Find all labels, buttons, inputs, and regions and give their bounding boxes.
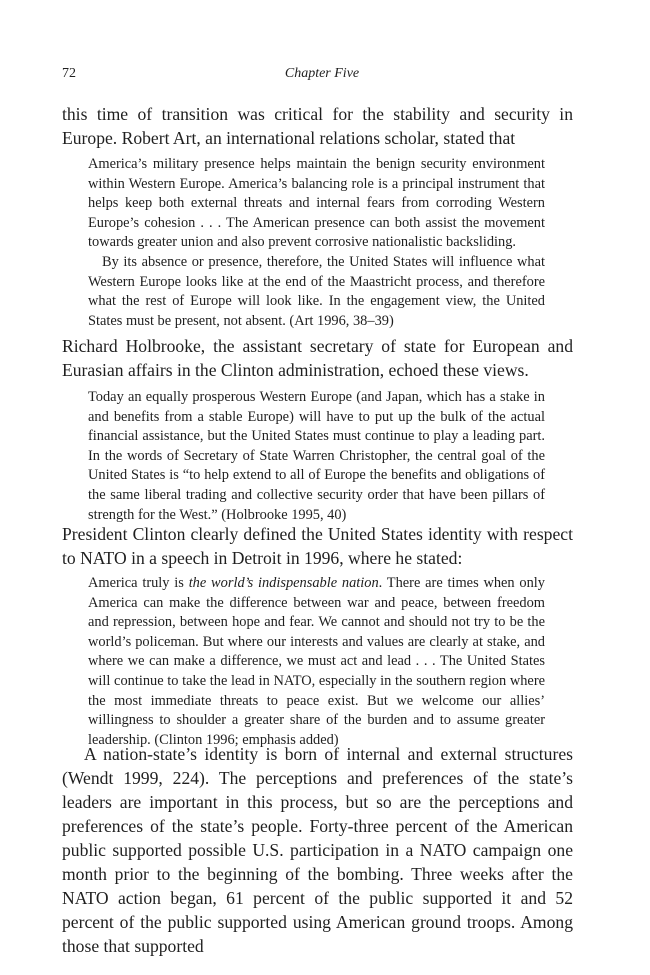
running-header <box>62 66 582 86</box>
quote-clinton-lead: America truly is <box>88 575 189 591</box>
paragraph-holbrooke: Richard Holbrooke, the assistant secretary of state for European and Eurasian affairs in the Clinton administration, echoed these views. <box>62 336 573 380</box>
chapter-title: Chapter Five <box>284 66 360 81</box>
paragraph-identity: A nation-state’s identity is born of internal and external structures (Wendt 1999, 224). The perceptions and preferences of the state’s leaders are important in this process, but so are the perceptions and preferences of the state’s people. Forty-three percent of the American public supported possible U.S. participation in a NATO campaign one month prior to the beginning of the bombing. Three weeks after the NATO action began, 61 percent of the public supported it and 52 percent of the public supported using American ground troops. Among those that supported <box>62 744 573 956</box>
quote-clinton-rest: . There are times when only America can make the difference between war and peace, between freedom and repression, between hope and fear. We cannot and should not try to be the world’s policeman. But where our interests and values are clearly at stake, and where we can make a difference, we must act and lead . . . The United States will continue to take the lead in NATO, especially in the southern region where the most immediate threats to peace exist. But we welcome our allies’ willingness to shoulder a greater share of the burden and to assume greater leadership. (Clinton 1996; emphasis added) <box>88 575 545 748</box>
block-quote-clinton <box>88 574 545 750</box>
page-number: 72 <box>62 66 76 81</box>
block-quote-art <box>88 155 545 331</box>
quote-clinton-text <box>88 574 545 750</box>
quote-clinton-emphasis: the world’s indispensable nation <box>188 575 379 591</box>
quote-art-part-1: America’s military presence helps maintain the benign security environment within Western Europe. America’s balancing role is a principal instrument that helps keep both external threats and internal fears from corroding Western Europe’s cohesion . . . The American presence can both assist the movement towards greater union and also prevent corrosive nationalistic backsliding. <box>88 156 545 251</box>
block-quote-holbrooke <box>88 388 545 525</box>
quote-art-part-2: By its absence or presence, therefore, the United States will influence what Western Europe looks like at the end of the Maastricht process, and therefore what the rest of Europe will look like. In the engagement view, the United States must be present, not absent. (Art 1996, 38–39) <box>88 253 545 329</box>
quote-holbrooke-text: Today an equally prosperous Western Europe (and Japan, which has a stake in and benefits from a stable Europe) will have to put up the bulk of the actual financial assistance, but the United States must continue to play a leading part. In the words of Secretary of State Warren Christopher, the central goal of the United States is “to help extend to all of Europe the benefits and obligations of the same liberal trading and collective security order that have been pillars of strength for the West.” (Holbrooke 1995, 40) <box>88 389 545 523</box>
paragraph-intro: this time of transition was critical for the stability and security in Europe. Robert Art, an international relations scholar, stated that <box>62 104 573 148</box>
paragraph-clinton: President Clinton clearly defined the United States identity with respect to NATO in a speech in Detroit in 1996, where he stated: <box>62 524 573 568</box>
